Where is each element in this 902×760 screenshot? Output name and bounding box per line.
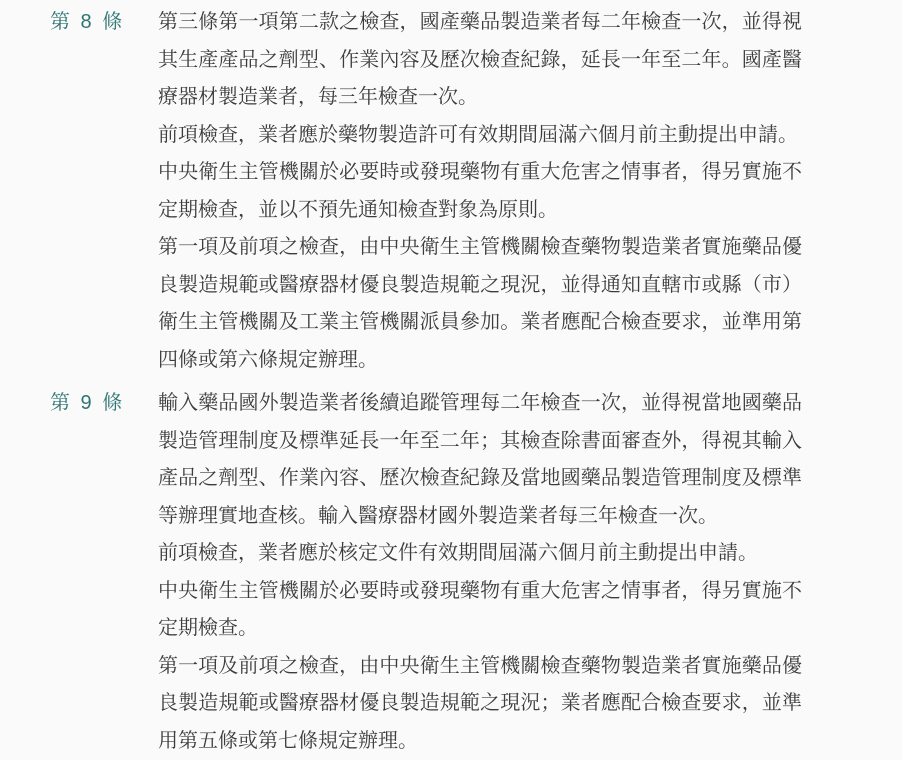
article-number: 第 9 條 (0, 385, 158, 423)
law-article-8 (0, 4, 902, 379)
article-paragraph: 第三條第一項第二款之檢查，國產藥品製造業者每二年檢查一次，並得視其生產產品之劑型、作業內容及歷次檢查紀錄，延長一年至二年。國產醫療器材製造業者，每三年檢查一次。 (158, 4, 802, 117)
article-paragraph: 前項檢查，業者應於藥物製造許可有效期間屆滿六個月前主動提出申請。 (158, 117, 802, 155)
article-paragraph: 中央衛生主管機關於必要時或發現藥物有重大危害之情事者，得另實施不定期檢查。 (158, 573, 802, 648)
law-article-9 (0, 385, 902, 760)
article-body (158, 385, 802, 760)
article-paragraph: 輸入藥品國外製造業者後續追蹤管理每二年檢查一次，並得視當地國藥品製造管理制度及標準延長一年至二年；其檢查除書面審查外，得視其輸入產品之劑型、作業內容、歷次檢查紀錄及當地國藥品製造管理制度及標準等辦理實地查核。輸入醫療器材國外製造業者每三年檢查一次。 (158, 385, 802, 535)
article-body (158, 4, 802, 379)
article-number: 第 8 條 (0, 4, 158, 42)
article-paragraph: 第一項及前項之檢查，由中央衛生主管機關檢查藥物製造業者實施藥品優良製造規範或醫療器材優良製造規範之現況，並得通知直轄市或縣（市）衛生主管機關及工業主管機關派員參加。業者應配合檢查要求，並準用第四條或第六條規定辦理。 (158, 229, 802, 379)
article-paragraph: 第一項及前項之檢查，由中央衛生主管機關檢查藥物製造業者實施藥品優良製造規範或醫療器材優良製造規範之現況；業者應配合檢查要求，並準用第五條或第七條規定辦理。 (158, 648, 802, 760)
article-paragraph: 前項檢查，業者應於核定文件有效期間屆滿六個月前主動提出申請。 (158, 535, 802, 573)
article-paragraph: 中央衛生主管機關於必要時或發現藥物有重大危害之情事者，得另實施不定期檢查，並以不預先通知檢查對象為原則。 (158, 154, 802, 229)
